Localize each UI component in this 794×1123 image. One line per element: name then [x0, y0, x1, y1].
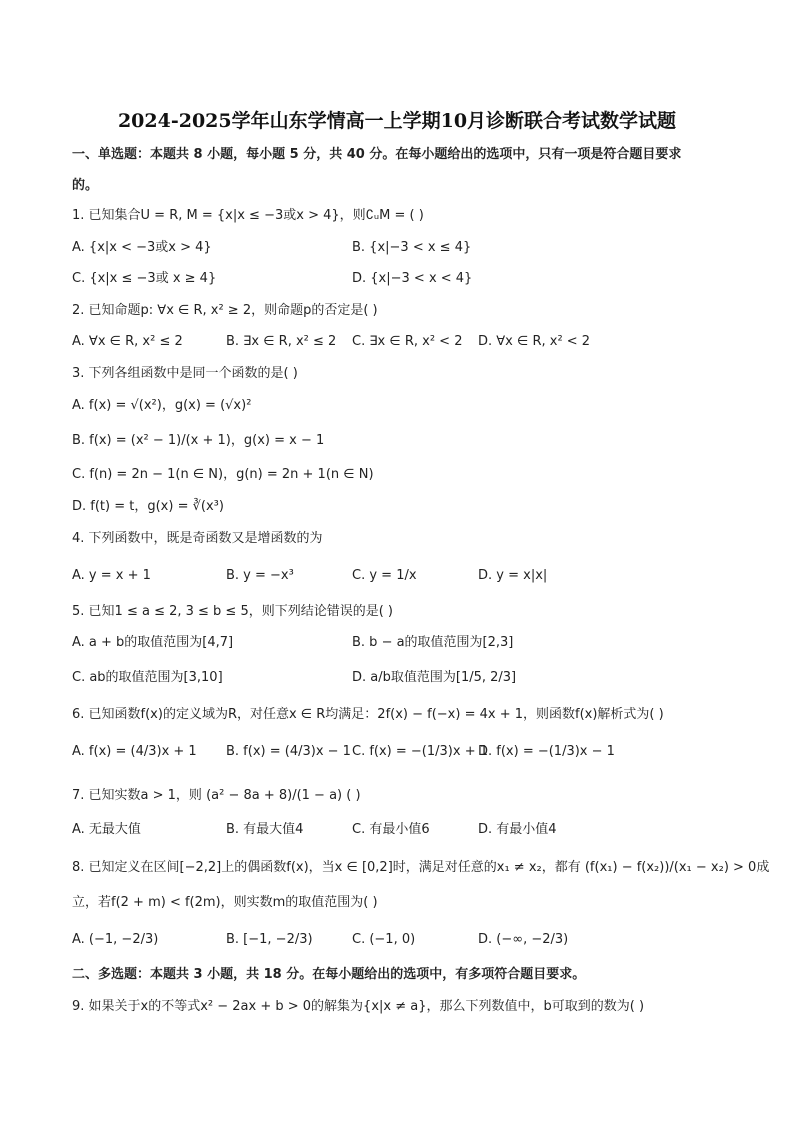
q7-option-c: C. 有最小值6 [352, 822, 430, 837]
q4-option-b: B. y = −x³ [226, 568, 294, 583]
q8-option-b: B. [−1, −2/3) [226, 932, 313, 947]
q4-option-c: C. y = 1/x [352, 568, 417, 583]
q4-option-a: A. y = x + 1 [72, 568, 151, 583]
q8-option-a: A. (−1, −2/3) [72, 932, 159, 947]
section1-heading: 一、单选题：本题共 8 小题，每小题 5 分，共 40 分。在每小题给出的选项中，只有一项是符合题目要求 [72, 147, 682, 162]
q5-option-a: A. a + b的取值范围为[4,7] [72, 635, 234, 650]
q3-option-a: A. f(x) = √(x²)，g(x) = (√x)² [72, 398, 252, 413]
q5-option-b: B. b − a的取值范围为[2,3] [352, 635, 514, 650]
q6-option-b: B. f(x) = (4/3)x − 1 [226, 744, 351, 759]
page-title: 2024-2025学年山东学情高一上学期10月诊断联合考试数学试题 [117, 110, 677, 132]
q3-option-d: D. f(t) = t，g(x) = ∛(x³) [72, 499, 224, 514]
q5-option-d: D. a/b取值范围为[1/5, 2/3] [352, 670, 517, 685]
question-2-stem: 2. 已知命题p: ∀x ∈ R, x² ≥ 2，则命题p的否定是( ) [72, 303, 378, 318]
q4-option-d: D. y = x|x| [478, 568, 548, 583]
q1-option-d: D. {x|−3 < x < 4} [352, 271, 473, 286]
question-5-stem: 5. 已知1 ≤ a ≤ 2, 3 ≤ b ≤ 5，则下列结论错误的是( ) [72, 604, 394, 619]
section1-heading-cont: 的。 [72, 178, 99, 193]
q2-option-d: D. ∀x ∈ R, x² < 2 [478, 334, 591, 349]
q5-option-c: C. ab的取值范围为[3,10] [72, 670, 223, 685]
q6-option-d: D. f(x) = −(1/3)x − 1 [478, 744, 615, 759]
q7-option-b: B. 有最大值4 [226, 822, 304, 837]
question-6-stem: 6. 已知函数f(x)的定义域为R，对任意x ∈ R均满足：2f(x) − f(−x) = 4x + 1，则函数f(x)解析式为( ) [72, 707, 664, 722]
question-1-stem: 1. 已知集合U = R, M = {x|x ≤ −3或x > 4}，则∁ᵤM = ( ) [72, 208, 424, 223]
q1-option-c: C. {x|x ≤ −3或 x ≥ 4} [72, 271, 217, 286]
q6-option-c: C. f(x) = −(1/3)x + 1 [352, 744, 488, 759]
q1-option-a: A. {x|x < −3或x > 4} [72, 240, 212, 255]
q8-option-c: C. (−1, 0) [352, 932, 416, 947]
q3-option-b: B. f(x) = (x² − 1)/(x + 1)，g(x) = x − 1 [72, 433, 325, 448]
q3-option-c: C. f(n) = 2n − 1(n ∈ N)，g(n) = 2n + 1(n ∈ N) [72, 467, 374, 482]
q7-option-a: A. 无最大值 [72, 822, 141, 837]
question-8-stem: 8. 已知定义在区间[−2,2]上的偶函数f(x)，当x ∈ [0,2]时，满足对任意的x₁ ≠ x₂，都有 (f(x₁) − f(x₂))/(x₁ − x₂) > 0成 [72, 860, 770, 875]
q7-option-d: D. 有最小值4 [478, 822, 557, 837]
question-9-stem: 9. 如果关于x的不等式x² − 2ax + b > 0的解集为{x|x ≠ a}，那么下列数值中，b可取到的数为( ) [72, 999, 645, 1014]
q2-option-b: B. ∃x ∈ R, x² ≤ 2 [226, 334, 337, 349]
question-8-stem-cont: 立，若f(2 + m) < f(2m)，则实数m的取值范围为( ) [72, 895, 378, 910]
question-3-stem: 3. 下列各组函数中是同一个函数的是( ) [72, 366, 298, 381]
section2-heading: 二、多选题：本题共 3 小题，共 18 分。在每小题给出的选项中，有多项符合题目要求。 [72, 967, 586, 982]
q2-option-a: A. ∀x ∈ R, x² ≤ 2 [72, 334, 183, 349]
q1-option-b: B. {x|−3 < x ≤ 4} [352, 240, 472, 255]
q2-option-c: C. ∃x ∈ R, x² < 2 [352, 334, 463, 349]
question-7-stem: 7. 已知实数a > 1，则 (a² − 8a + 8)/(1 − a) ( ) [72, 788, 361, 803]
question-4-stem: 4. 下列函数中，既是奇函数又是增函数的为 [72, 531, 323, 546]
q6-option-a: A. f(x) = (4/3)x + 1 [72, 744, 197, 759]
q8-option-d: D. (−∞, −2/3) [478, 932, 569, 947]
